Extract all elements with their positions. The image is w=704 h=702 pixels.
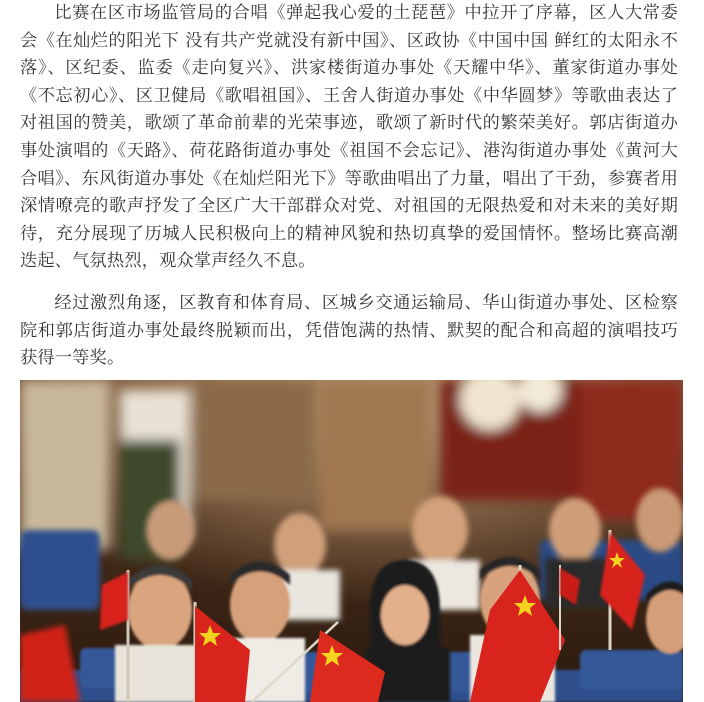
paragraph-2: 经过激烈角逐，区教育和体育局、区城乡交通运输局、华山街道办事处、区检察院和郭店街道办事处最终脱颖而出，凭借饱满的热情、默契的配合和高超的演唱技巧获得一等奖。 <box>20 292 678 369</box>
paragraph-1: 比赛在区市场监管局的合唱《弹起我心爱的土琵琶》中拉开了序幕，区人大常委会《在灿烂的阳光下 没有共产党就没有新中国》、区政协《中国中国 鲜红的太阳永不落》、区纪委、监委《走向复兴》、洪家楼街道办事处《天耀中华》、董家街道办事处《不忘初心》、区卫健局《歌唱祖国》、王舍人街道办事处《中华圆梦》等歌曲表达了对祖国的赞美，歌颂了革命前辈的光荣事迹，歌颂了新时代的繁荣美好。郭店街道办事处演唱的《天路》、荷花路街道办事处《祖国不会忘记》、港沟街道办事处《黄河大合唱》、东风街道办事处《在灿烂阳光下》等歌曲唱出了力量，唱出了干劲，参赛者用深情嘹亮的歌声抒发了全区广大干部群众对党、对祖国的无限热爱和对未来的美好期待，充分展现了历城人民积极向上的精神风貌和热切真挚的爱国情怀。整场比赛高潮迭起、气氛热烈，观众掌声经久不息。 <box>20 3 678 272</box>
audience-photo <box>20 380 683 702</box>
audience-photo-illustration <box>20 380 683 702</box>
